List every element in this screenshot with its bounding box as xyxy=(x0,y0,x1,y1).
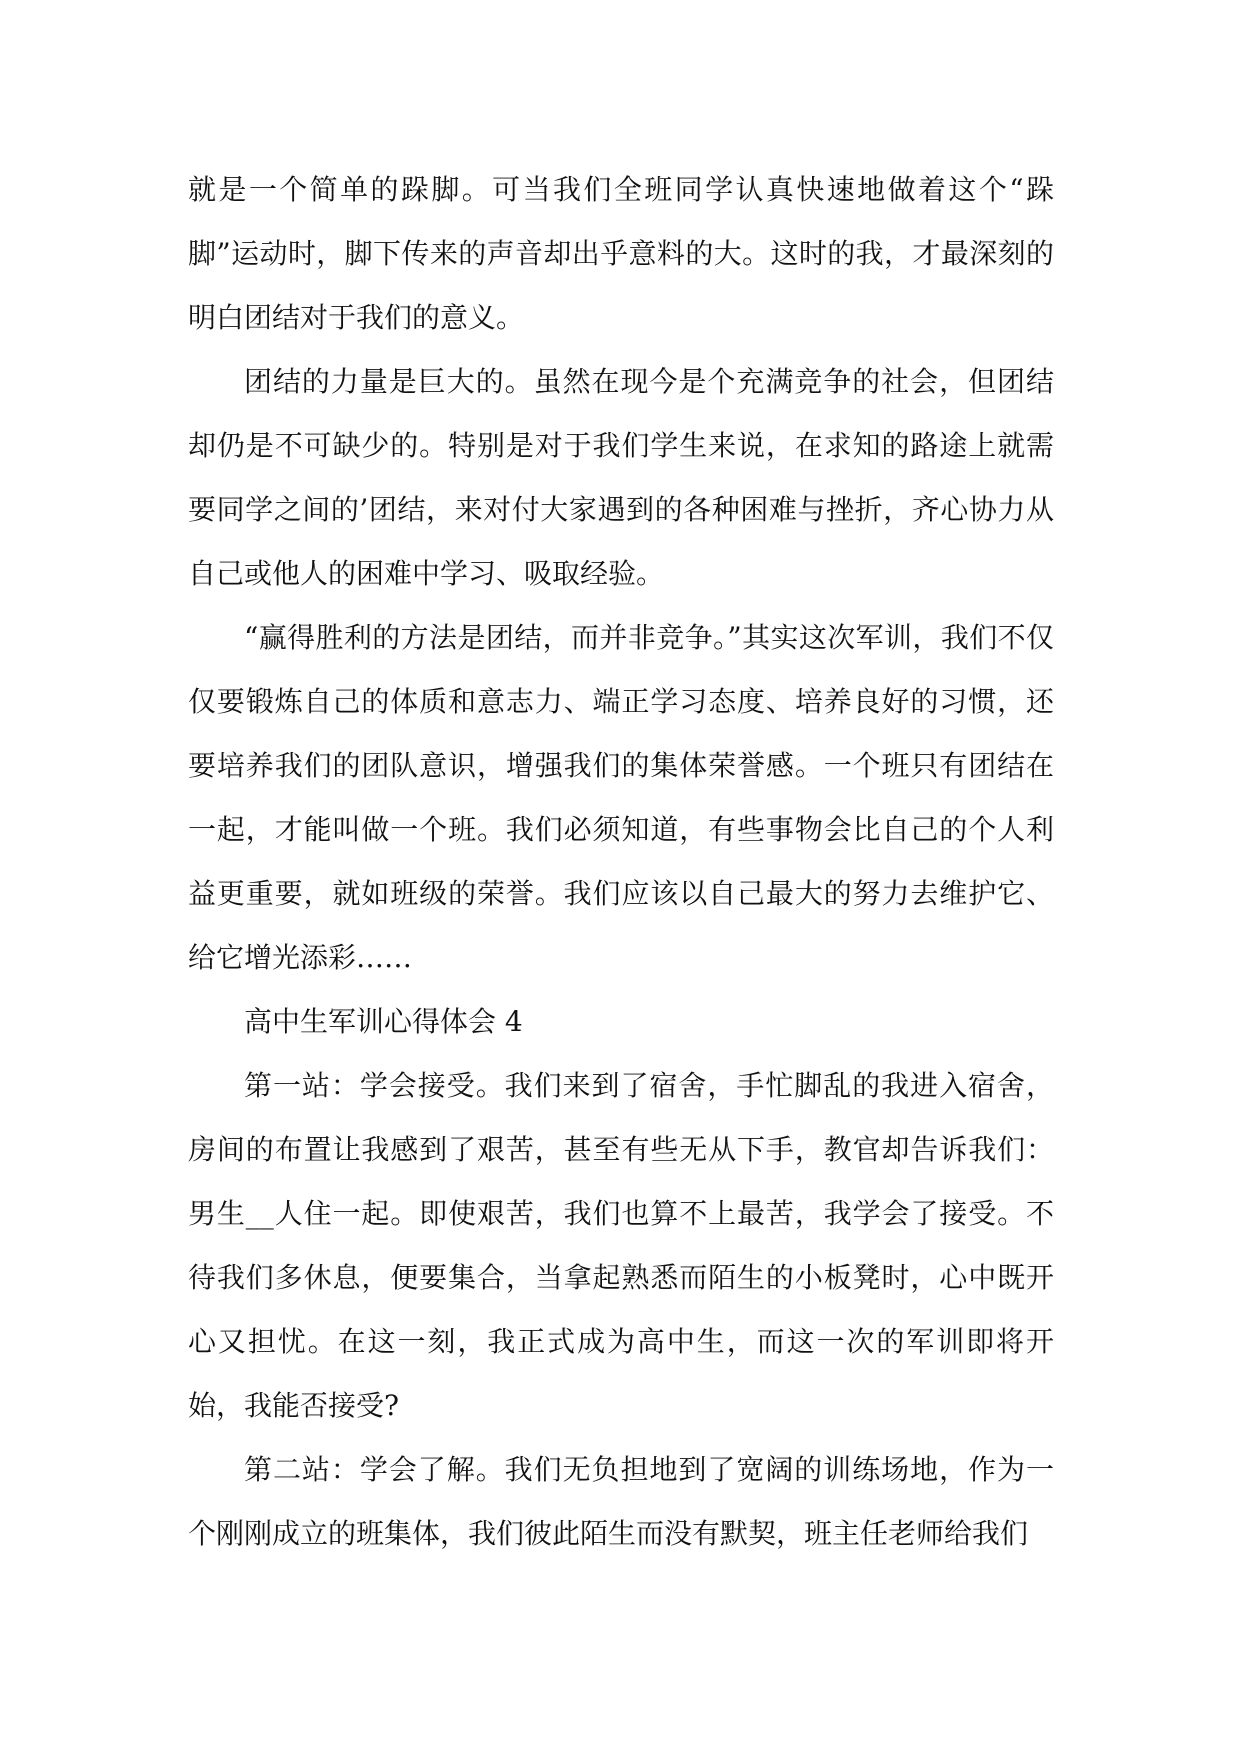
document-body xyxy=(188,158,1054,1566)
paragraph-unity-power: 团结的力量是巨大的。虽然在现今是个充满竞争的社会，但团结却仍是不可缺少的。特别是对于我们学生来说，在求知的路途上就需要同学之间的’团结，来对付大家遇到的各种困难与挫折，齐心协力从自己或他人的困难中学习、吸取经验。 xyxy=(188,365,1054,590)
paragraph-winning-quote: “赢得胜利的方法是团结，而并非竞争。”其实这次军训，我们不仅仅要锻炼自己的体质和意志力、端正学习态度、培养良好的习惯，还要培养我们的团队意识，增强我们的集体荣誉感。一个班只有团结在一起，才能叫做一个班。我们必须知道，有些事物会比自己的个人利益更重要，就如班级的荣誉。我们应该以自己最大的努力去维护它、给它增光添彩…… xyxy=(188,621,1054,974)
paragraph-second-stop: 第二站：学会了解。我们无负担地到了宽阔的训练场地，作为一个刚刚成立的班集体，我们彼此陌生而没有默契，班主任老师给我们 xyxy=(188,1453,1054,1550)
section-heading: 高中生军训心得体会 4 xyxy=(244,1005,523,1038)
paragraph-first-stop: 第一站：学会接受。我们来到了宿舍，手忙脚乱的我进入宿舍，房间的布置让我感到了艰苦，甚至有些无从下手，教官却告诉我们：男生__人住一起。即使艰苦，我们也算不上最苦，我学会了接受。不待我们多休息，便要集合，当拿起熟悉而陌生的小板凳时，心中既开心又担忧。在这一刻，我正式成为高中生，而这一次的军训即将开始，我能否接受? xyxy=(188,1069,1054,1422)
paragraph-continuation: 就是一个简单的跺脚。可当我们全班同学认真快速地做着这个“跺脚”运动时，脚下传来的声音却出乎意料的大。这时的我，才最深刻的明白团结对于我们的意义。 xyxy=(188,173,1054,334)
